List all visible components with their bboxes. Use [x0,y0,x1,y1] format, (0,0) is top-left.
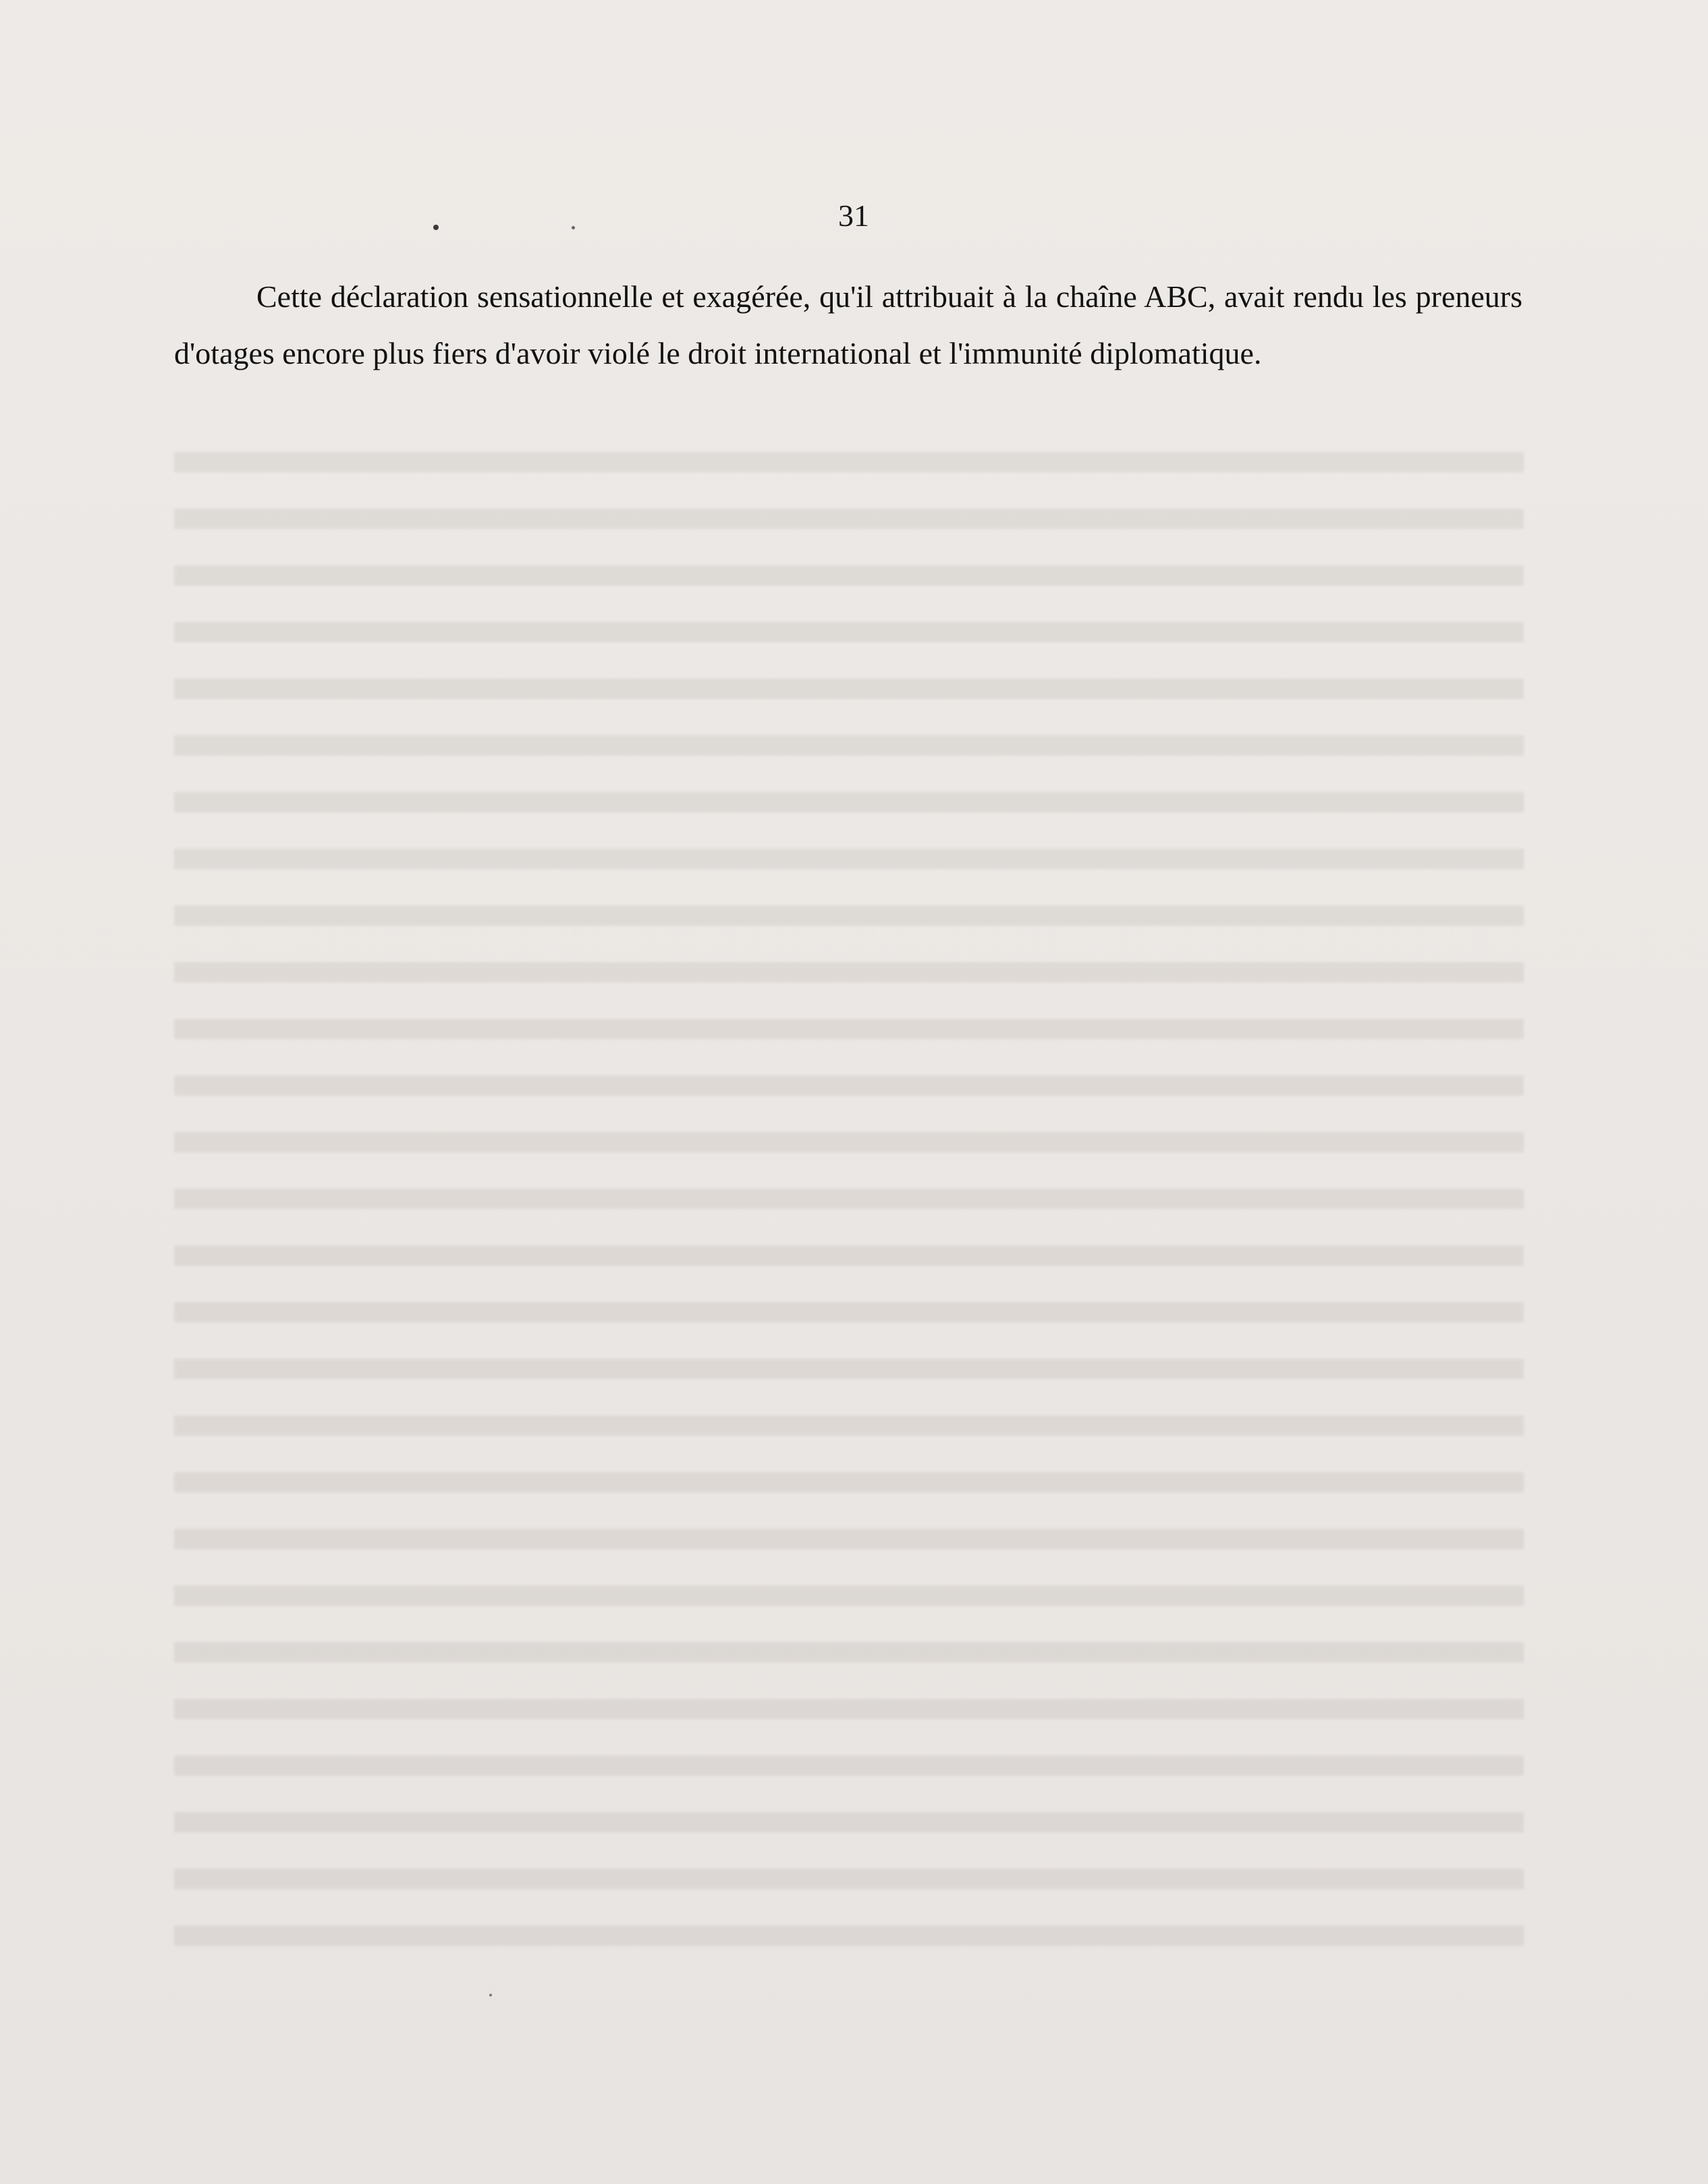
scan-speck [433,225,439,230]
scan-speck [489,1994,492,1996]
scan-speck [572,226,575,229]
bleed-through-text [174,425,1524,1963]
page-number: 31 [838,198,869,233]
body-paragraph: Cette déclaration sensationnelle et exagérée, qu'il attribuait à la chaîne ABC, avait rendu les preneurs d'otages encore plus fiers d'avoir violé le droit international et l'immunité diplomatique. [174,279,1522,370]
